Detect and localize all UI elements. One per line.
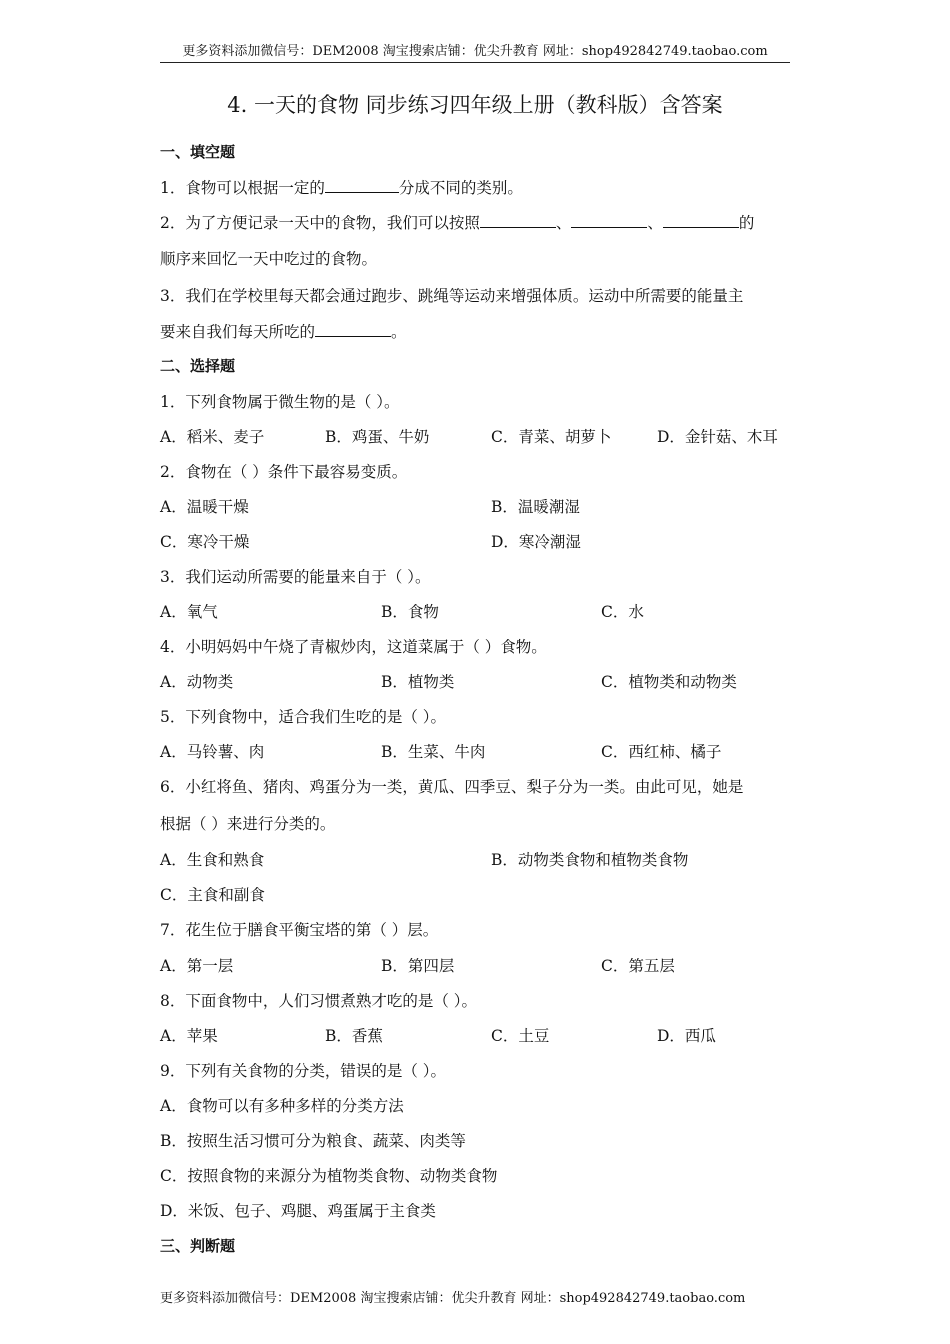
option-c: C．西红柿、橘子 xyxy=(601,743,722,761)
choice-question-6-cont: 根据（ ）来进行分类的。 xyxy=(160,815,336,833)
option-c: C．寒冷干燥 xyxy=(160,533,250,551)
fill-question-2-cont: 顺序来回忆一天中吃过的食物。 xyxy=(160,250,378,268)
option-b: B．食物 xyxy=(381,603,439,621)
choice-question-9: 9．下列有关食物的分类，错误的是（ ）。 xyxy=(160,1062,447,1080)
page-title: 4. 一天的食物 同步练习四年级上册（教科版）含答案 xyxy=(227,93,723,117)
option-c: C．土豆 xyxy=(491,1027,550,1045)
choice-question-4: 4．小明妈妈中午烧了青椒炒肉，这道菜属于（ ）食物。 xyxy=(160,638,547,656)
answer-blank xyxy=(663,213,739,228)
choice-question-1: 1．下列食物属于微生物的是（ ）。 xyxy=(160,393,400,411)
answer-blank xyxy=(315,322,391,337)
option-d: D．西瓜 xyxy=(657,1027,716,1045)
choice-question-6: 6．小红将鱼、猪肉、鸡蛋分为一类，黄瓜、四季豆、梨子分为一类。由此可见，她是 xyxy=(160,778,744,796)
choice-question-2: 2．食物在（ ）条件下最容易变质。 xyxy=(160,463,408,481)
answer-blank xyxy=(325,178,399,193)
option-c: C．青菜、胡萝卜 xyxy=(491,428,612,446)
option-b: B．鸡蛋、牛奶 xyxy=(325,428,430,446)
section-heading-choice: 二、选择题 xyxy=(160,357,236,375)
fill-question-3-cont: 要来自我们每天所吃的 。 xyxy=(160,323,407,341)
option-a: A．温暖干燥 xyxy=(160,498,249,516)
fill-question-2: 2．为了方便记录一天中的食物，我们可以按照 、 、 的 xyxy=(160,214,755,232)
option-b: B．生菜、牛肉 xyxy=(381,743,486,761)
option-a: A．氧气 xyxy=(160,603,218,621)
option-a: A．苹果 xyxy=(160,1027,218,1045)
option-b: B．温暖潮湿 xyxy=(491,498,580,516)
option-a: A．动物类 xyxy=(160,673,234,691)
option-a: A．马铃薯、肉 xyxy=(160,743,265,761)
option-d: D．米饭、包子、鸡腿、鸡蛋属于主食类 xyxy=(160,1202,436,1220)
option-c: C．主食和副食 xyxy=(160,886,265,904)
answer-blank xyxy=(571,213,647,228)
page-header: 更多资料添加微信号：DEM2008 淘宝搜索店铺：优尖升教育 网址：shop492842749.taobao.com xyxy=(160,40,790,63)
option-b: B．动物类食物和植物类食物 xyxy=(491,851,689,869)
option-a: A．第一层 xyxy=(160,957,234,975)
option-a: A．稻米、麦子 xyxy=(160,428,265,446)
choice-question-7: 7．花生位于膳食平衡宝塔的第（ ）层。 xyxy=(160,921,439,939)
choice-question-8: 8．下面食物中，人们习惯煮熟才吃的是（ ）。 xyxy=(160,992,478,1010)
option-d: D．金针菇、木耳 xyxy=(657,428,778,446)
choice-question-3: 3．我们运动所需要的能量来自于（ ）。 xyxy=(160,568,431,586)
choice-question-5: 5．下列食物中，适合我们生吃的是（ ）。 xyxy=(160,708,447,726)
option-c: C．按照食物的来源分为植物类食物、动物类食物 xyxy=(160,1167,498,1185)
option-b: B．第四层 xyxy=(381,957,455,975)
option-b: B．植物类 xyxy=(381,673,455,691)
option-b: B．按照生活习惯可分为粮食、蔬菜、肉类等 xyxy=(160,1132,466,1150)
section-heading-judge: 三、判断题 xyxy=(160,1237,236,1255)
option-d: D．寒冷潮湿 xyxy=(491,533,581,551)
option-a: A．食物可以有多种多样的分类方法 xyxy=(160,1097,404,1115)
option-c: C．水 xyxy=(601,603,644,621)
page-footer: 更多资料添加微信号：DEM2008 淘宝搜索店铺：优尖升教育 网址：shop492842749.taobao.com xyxy=(160,1291,746,1306)
section-heading-fill: 一、填空题 xyxy=(160,143,236,161)
answer-blank xyxy=(480,213,556,228)
fill-question-3: 3．我们在学校里每天都会通过跑步、跳绳等运动来增强体质。运动中所需要的能量主 xyxy=(160,287,744,305)
option-b: B．香蕉 xyxy=(325,1027,383,1045)
option-c: C．植物类和动物类 xyxy=(601,673,737,691)
fill-question-1: 1．食物可以根据一定的 分成不同的类别。 xyxy=(160,179,523,197)
option-a: A．生食和熟食 xyxy=(160,851,265,869)
option-c: C．第五层 xyxy=(601,957,675,975)
